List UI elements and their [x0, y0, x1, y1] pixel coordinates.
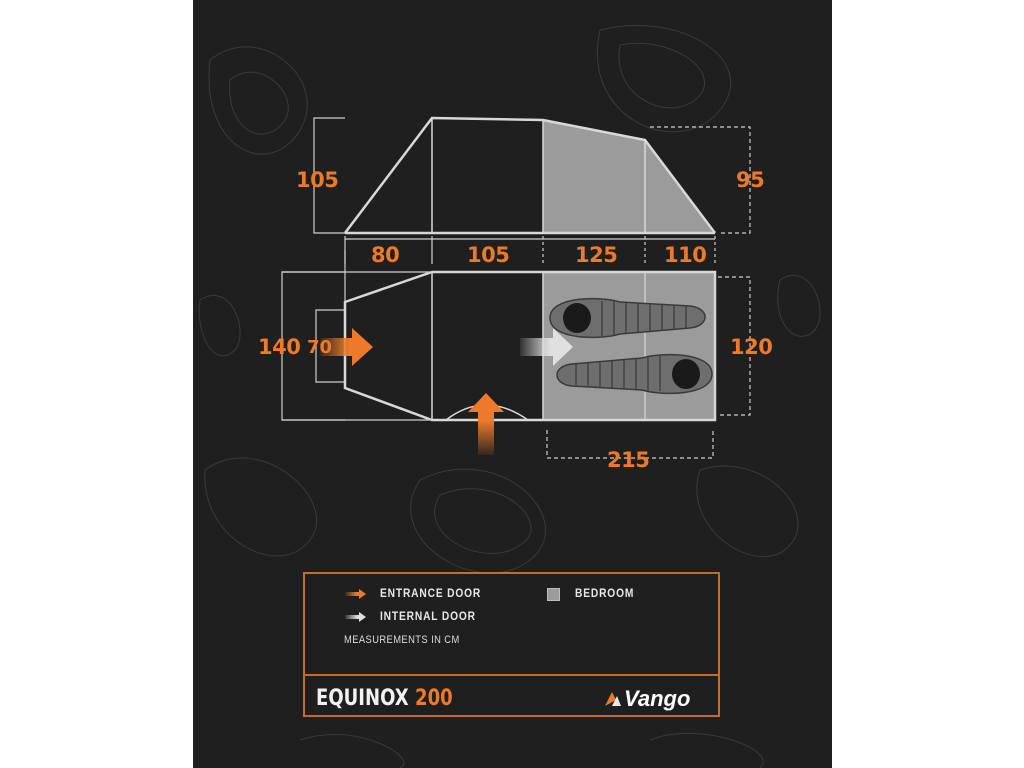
side-entrance-arrow — [468, 393, 504, 455]
floor-plan — [258, 250, 772, 472]
legend-internal-door: INTERNAL DOOR — [380, 609, 476, 623]
brand-logo: Vango — [624, 686, 691, 711]
length-segment-4: 110 — [664, 243, 707, 267]
length-segment-2: 105 — [467, 243, 510, 267]
bedroom-length-label: 215 — [607, 448, 650, 472]
door-width-label: 70 — [307, 337, 333, 358]
width-total-label: 140 — [258, 335, 301, 359]
model-title — [316, 686, 453, 711]
model-name: EQUINOX — [316, 686, 409, 711]
side-elevation — [296, 118, 764, 267]
bedroom-swatch-icon — [547, 588, 560, 601]
height-left-label: 105 — [296, 168, 339, 192]
legend-bedroom: BEDROOM — [575, 586, 635, 600]
bedroom-width-label: 120 — [730, 335, 773, 359]
model-number: 200 — [415, 686, 453, 711]
length-segment-1: 80 — [371, 243, 400, 267]
legend-divider — [303, 674, 720, 676]
vango-logo-icon — [603, 688, 625, 710]
legend-entrance-door: ENTRANCE DOOR — [380, 586, 482, 600]
height-right-label: 95 — [736, 168, 765, 192]
length-segment-3: 125 — [575, 243, 618, 267]
internal-door-arrow-icon — [345, 612, 367, 622]
measurements-note: MEASUREMENTS IN CM — [344, 634, 460, 646]
entrance-door-arrow-icon — [345, 589, 367, 599]
